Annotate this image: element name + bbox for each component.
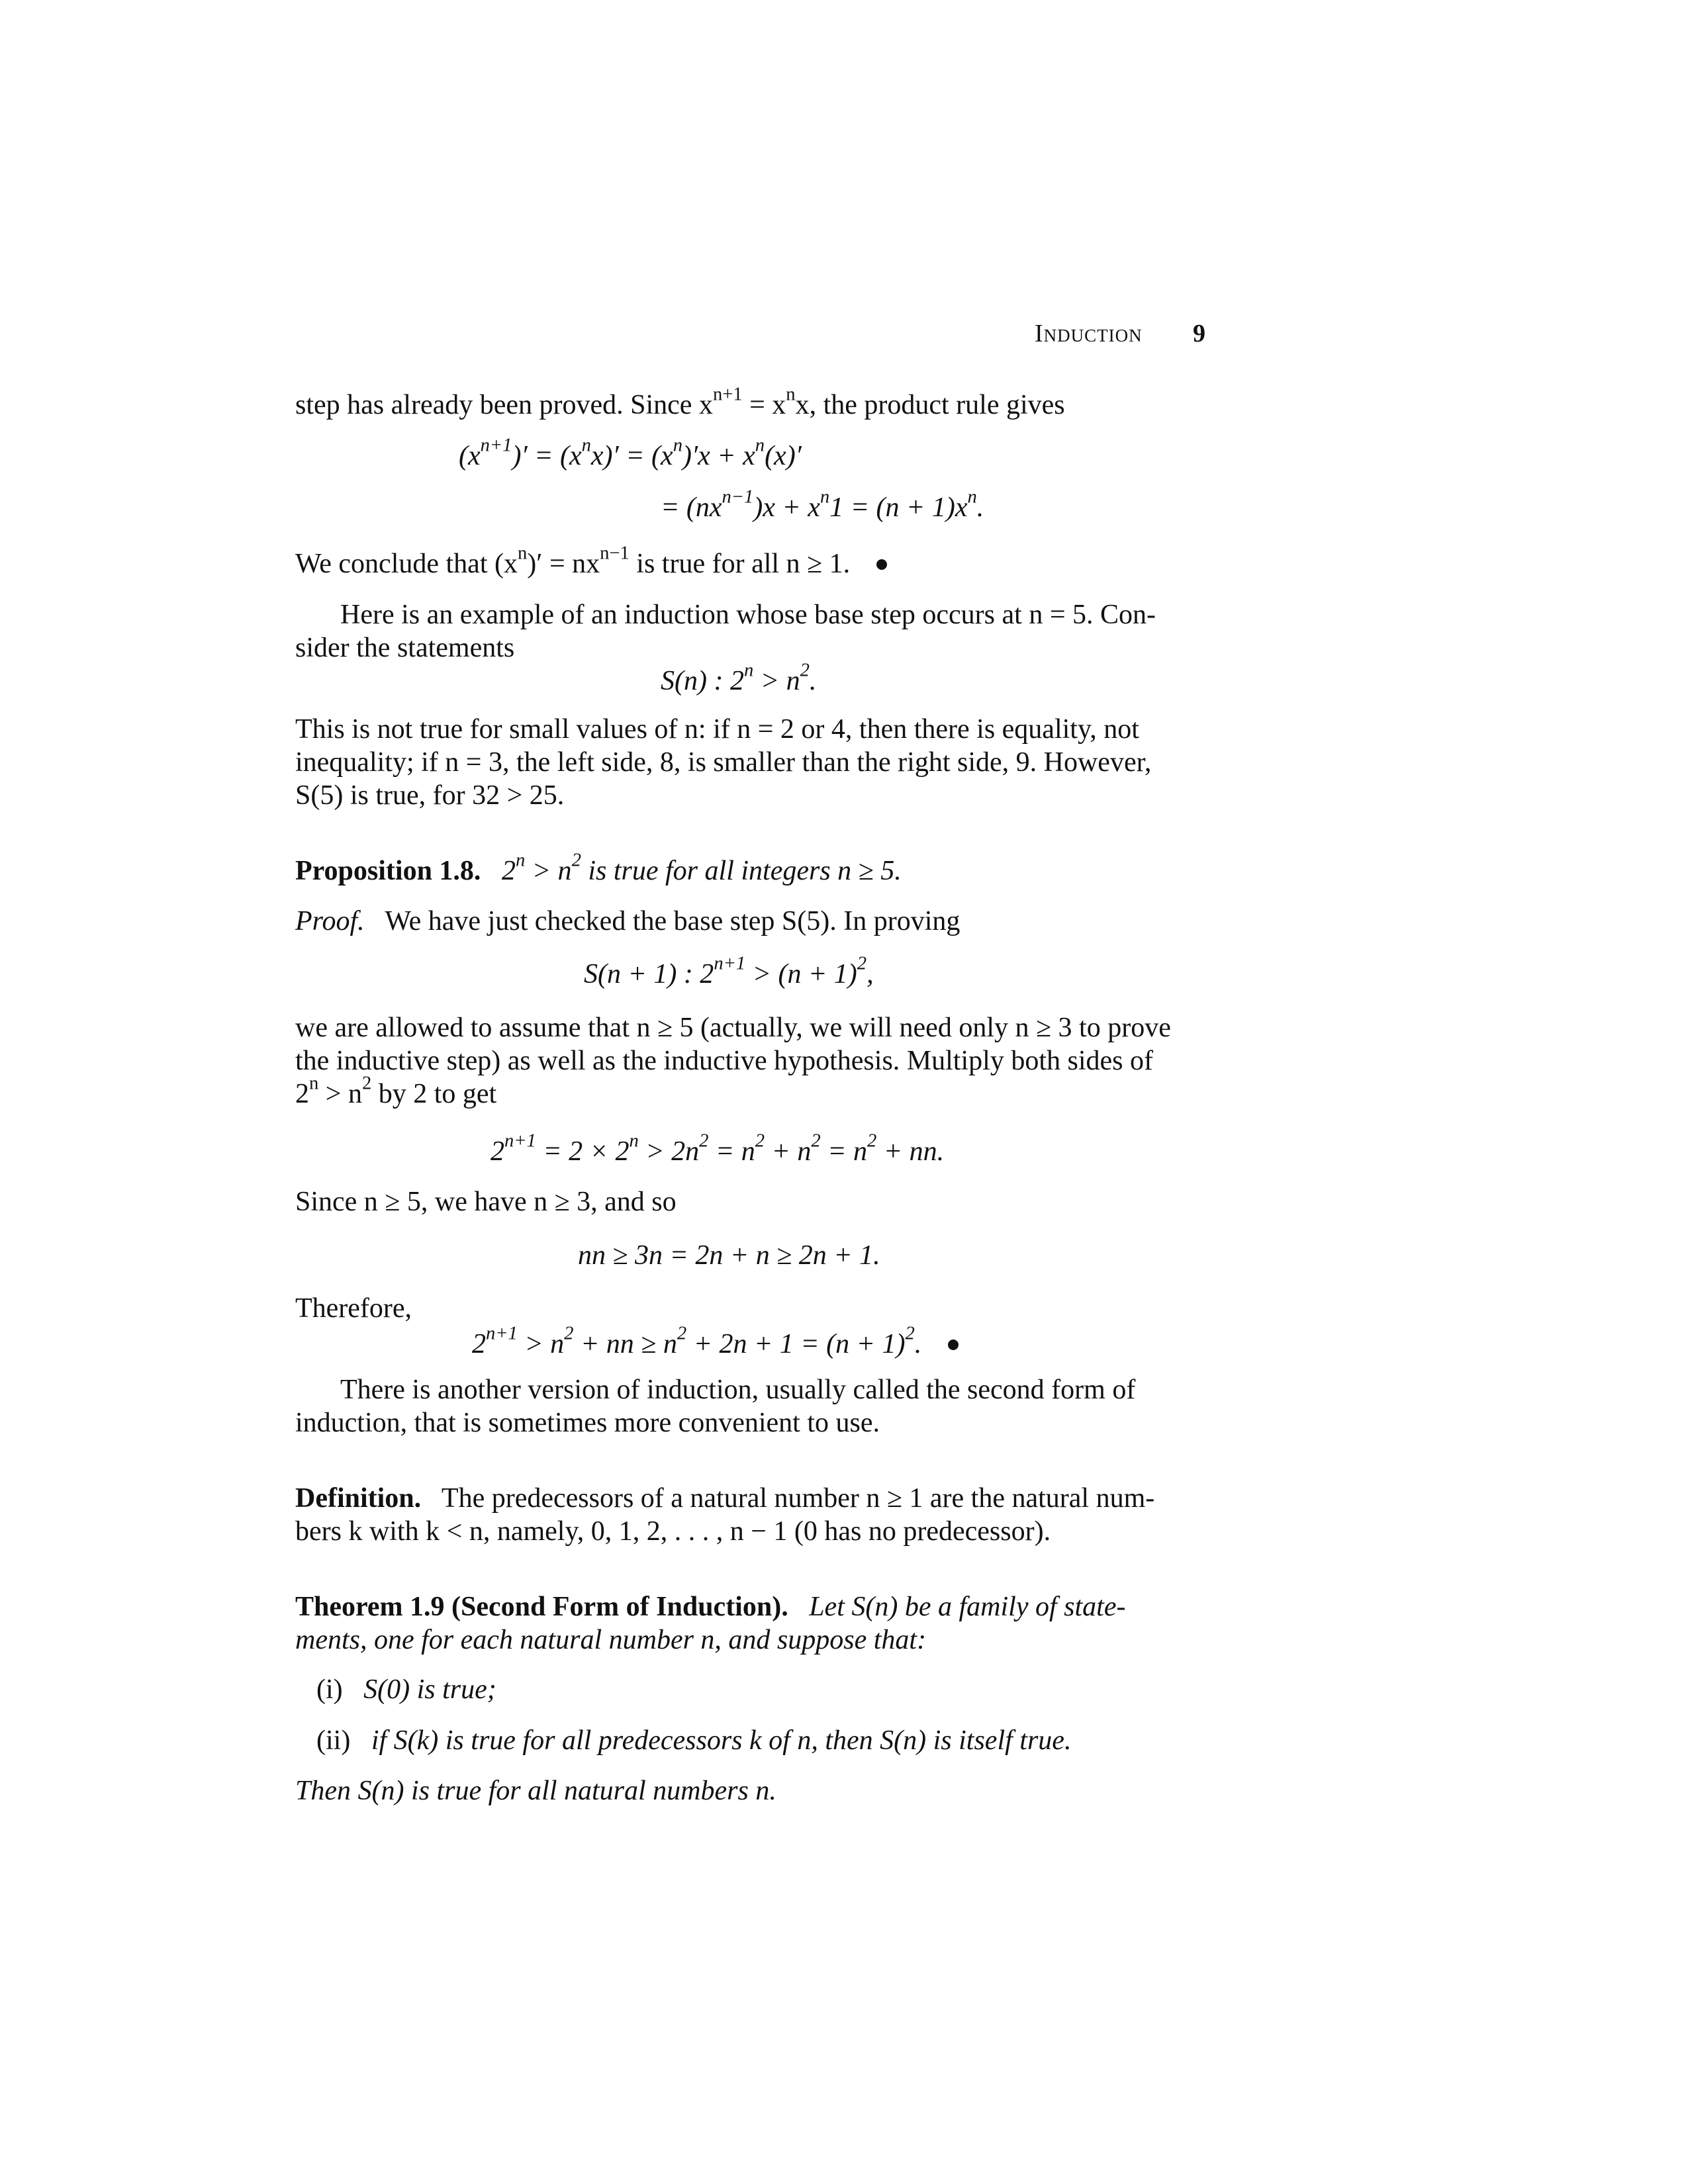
definition: [295, 1481, 1154, 1516]
proposition: [295, 850, 902, 888]
paragraph-line: ments, one for each natural number n, and suppose that:: [295, 1625, 927, 1655]
theorem-item: [316, 1672, 496, 1707]
item-label: (i): [316, 1674, 343, 1705]
paragraph-line: There is another version of induction, usually called the second form of: [340, 1375, 1136, 1405]
paragraph-line: This is not true for small values of n: if n = 2 or 4, then there is equality, not: [295, 714, 1139, 745]
display-equation: [472, 1323, 959, 1361]
display-equation: nn ≥ 3n = 2n + n ≥ 2n + 1.: [578, 1240, 880, 1271]
paragraph-line: induction, that is sometimes more convenient to use.: [295, 1408, 880, 1438]
display-equation: S(n) : $2^n > n^2$.: [661, 660, 817, 696]
proof-label: Proof.: [295, 906, 365, 936]
theorem-label: Theorem 1.9 (Second Form of Induction).: [295, 1592, 788, 1622]
proposition-label: Proposition 1.8.: [295, 856, 481, 886]
conclusion-text: We conclude that $(x^n)' = nx^{n-1}$ is true for all n ≥ 1.: [295, 543, 851, 579]
item-label: (ii): [316, 1725, 351, 1756]
end-of-proof-bullet: [876, 559, 887, 570]
item-text: S(0) is true;: [363, 1674, 496, 1705]
display-equation: S(n + 1) : $2^{n+1} > (n + 1)^2$,: [584, 953, 874, 989]
display-equation: $(x^{n+1})' = (x^nx)' = (x^n)'x + x^n(x)'$: [459, 435, 802, 471]
theorem-text: Let S(n) be a family of state-: [809, 1592, 1126, 1622]
definition-label: Definition.: [295, 1483, 422, 1514]
paragraph-line: Here is an example of an induction whose base step occurs at n = 5. Con-: [340, 600, 1156, 630]
proof-text: We have just checked the base step S(5). In proving: [385, 906, 961, 936]
paragraph-line: sider the statements: [295, 633, 515, 663]
paragraph-line: step has already been proved. Since $x^{n+1} = x^nx$, the product rule gives: [295, 384, 1065, 420]
paragraph-line: S(5) is true, for 32 > 25.: [295, 780, 565, 811]
proposition-statement: $2^n > n^2$ is true for all integers n ≥ 5.: [501, 850, 902, 886]
paragraph-line: Since n ≥ 5, we have n ≥ 3, and so: [295, 1187, 677, 1217]
paragraph-line: the inductive step) as well as the inductive hypothesis. Multiply both sides of: [295, 1046, 1153, 1076]
proof-start: [295, 904, 960, 938]
end-of-proof-bullet: [948, 1340, 959, 1350]
definition-text: The predecessors of a natural number n ≥ 1 are the natural num-: [441, 1483, 1155, 1514]
paragraph-line: Therefore,: [295, 1293, 412, 1324]
equation-text: $2^{n+1} > n^2$ + nn ≥ $n^2 + 2n + 1 = (n + 1)^2$.: [472, 1323, 922, 1359]
item-text: if S(k) is true for all predecessors k of n, then S(n) is itself true.: [371, 1725, 1072, 1756]
page-number: 9: [1193, 320, 1205, 347]
paragraph-line: $2^n > n^2$ by 2 to get: [295, 1073, 497, 1109]
paragraph-line: inequality; if n = 3, the left side, 8, is smaller than the right side, 9. However,: [295, 747, 1152, 778]
theorem-conclusion: Then S(n) is true for all natural numbers n.: [295, 1776, 776, 1806]
theorem: [295, 1590, 1125, 1624]
paragraph-line: bers k with k < n, namely, 0, 1, 2, . . . , n − 1 (0 has no predecessor).: [295, 1516, 1051, 1547]
display-equation: $2^{n+1} = 2 \times 2^n > 2n^2 = n^2 + n^2 = n^2$ + nn.: [491, 1130, 945, 1167]
theorem-item: [316, 1723, 1071, 1758]
display-equation: = $(nx^{n-1})x + x^n1 = (n + 1)x^n$.: [661, 486, 984, 523]
running-title: Induction: [1035, 320, 1143, 347]
paragraph-line: we are allowed to assume that n ≥ 5 (actually, we will need only n ≥ 3 to prove: [295, 1013, 1171, 1043]
paragraph-line: [295, 543, 887, 581]
